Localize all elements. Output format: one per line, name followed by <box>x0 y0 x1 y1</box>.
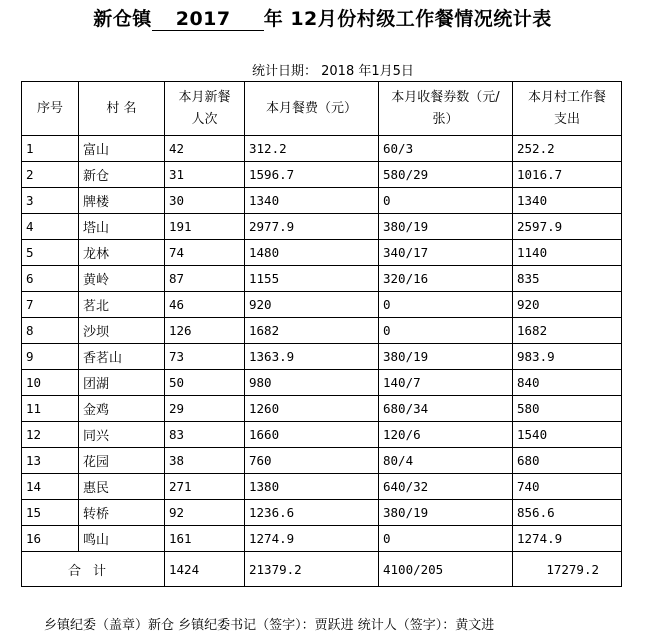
cell-village: 花园 <box>79 448 165 474</box>
cell-seq: 15 <box>22 500 79 526</box>
cell-village: 新仓 <box>79 162 165 188</box>
cell-cost: 1260 <box>245 396 379 422</box>
cell-seq: 2 <box>22 162 79 188</box>
table-row <box>22 318 622 344</box>
cell-village: 富山 <box>79 136 165 162</box>
cell-cost: 980 <box>245 370 379 396</box>
table-row <box>22 396 622 422</box>
table-row <box>22 370 622 396</box>
table-row <box>22 422 622 448</box>
cell-cost: 1480 <box>245 240 379 266</box>
header-expense: 本月村工作餐支出 <box>513 82 622 136</box>
cell-vouchers: 380/19 <box>379 214 513 240</box>
total-label: 合计 <box>22 552 165 587</box>
cell-persons: 271 <box>165 474 245 500</box>
cell-village: 牌楼 <box>79 188 165 214</box>
cell-persons: 87 <box>165 266 245 292</box>
cell-vouchers: 320/16 <box>379 266 513 292</box>
cell-expense: 680 <box>513 448 622 474</box>
cell-cost: 1274.9 <box>245 526 379 552</box>
total-row <box>22 552 622 587</box>
cell-persons: 42 <box>165 136 245 162</box>
cell-vouchers: 80/4 <box>379 448 513 474</box>
table-row <box>22 214 622 240</box>
cell-expense: 1540 <box>513 422 622 448</box>
cell-persons: 191 <box>165 214 245 240</box>
cell-seq: 4 <box>22 214 79 240</box>
cell-village: 鸣山 <box>79 526 165 552</box>
cell-vouchers: 580/29 <box>379 162 513 188</box>
cell-expense: 835 <box>513 266 622 292</box>
cell-village: 沙坝 <box>79 318 165 344</box>
cell-persons: 83 <box>165 422 245 448</box>
title-prefix: 新仓镇 <box>93 8 152 30</box>
cell-expense: 840 <box>513 370 622 396</box>
cell-vouchers: 680/34 <box>379 396 513 422</box>
cell-persons: 38 <box>165 448 245 474</box>
cell-expense: 1340 <box>513 188 622 214</box>
cell-seq: 9 <box>22 344 79 370</box>
table-row <box>22 448 622 474</box>
total-vouchers: 4100/205 <box>379 552 513 587</box>
stat-date: 统计日期： 2018 年1月5日 <box>252 64 414 79</box>
cell-village: 茗北 <box>79 292 165 318</box>
header-cost: 本月餐费（元） <box>245 82 379 136</box>
cell-persons: 74 <box>165 240 245 266</box>
cell-expense: 252.2 <box>513 136 622 162</box>
header-vouchers: 本月收餐券数（元/张） <box>379 82 513 136</box>
cell-vouchers: 0 <box>379 526 513 552</box>
cell-persons: 29 <box>165 396 245 422</box>
cell-persons: 73 <box>165 344 245 370</box>
cell-seq: 14 <box>22 474 79 500</box>
page-title <box>0 4 645 31</box>
cell-persons: 161 <box>165 526 245 552</box>
header-village: 村 名 <box>79 82 165 136</box>
cell-expense: 856.6 <box>513 500 622 526</box>
cell-cost: 312.2 <box>245 136 379 162</box>
table-row <box>22 474 622 500</box>
table-row <box>22 266 622 292</box>
cell-vouchers: 0 <box>379 292 513 318</box>
cell-cost: 760 <box>245 448 379 474</box>
cell-seq: 8 <box>22 318 79 344</box>
table-row <box>22 526 622 552</box>
cell-village: 团湖 <box>79 370 165 396</box>
signature-footer: 乡镇纪委（盖章）新仓 乡镇纪委书记（签字）：贾跃进 统计人（签字）：黄文进 <box>44 618 495 633</box>
table-row <box>22 292 622 318</box>
cell-persons: 50 <box>165 370 245 396</box>
cell-seq: 16 <box>22 526 79 552</box>
header-persons: 本月新餐人次 <box>165 82 245 136</box>
cell-cost: 1682 <box>245 318 379 344</box>
cell-vouchers: 640/32 <box>379 474 513 500</box>
cell-persons: 30 <box>165 188 245 214</box>
cell-expense: 740 <box>513 474 622 500</box>
title-year: 2017 <box>152 8 264 31</box>
cell-expense: 1274.9 <box>513 526 622 552</box>
statistics-table <box>21 81 622 587</box>
cell-cost: 1236.6 <box>245 500 379 526</box>
cell-vouchers: 340/17 <box>379 240 513 266</box>
cell-cost: 1340 <box>245 188 379 214</box>
cell-cost: 1363.9 <box>245 344 379 370</box>
cell-expense: 2597.9 <box>513 214 622 240</box>
cell-expense: 1016.7 <box>513 162 622 188</box>
header-seq: 序号 <box>22 82 79 136</box>
table-row <box>22 240 622 266</box>
cell-expense: 1682 <box>513 318 622 344</box>
cell-seq: 5 <box>22 240 79 266</box>
cell-persons: 46 <box>165 292 245 318</box>
table-row <box>22 344 622 370</box>
table-row <box>22 162 622 188</box>
cell-seq: 10 <box>22 370 79 396</box>
cell-vouchers: 140/7 <box>379 370 513 396</box>
cell-village: 黄岭 <box>79 266 165 292</box>
cell-cost: 1380 <box>245 474 379 500</box>
table-row <box>22 500 622 526</box>
total-persons: 1424 <box>165 552 245 587</box>
cell-cost: 2977.9 <box>245 214 379 240</box>
total-expense: 17279.2 <box>513 552 622 587</box>
cell-village: 金鸡 <box>79 396 165 422</box>
cell-seq: 12 <box>22 422 79 448</box>
title-suffix: 年 12月份村级工作餐情况统计表 <box>263 8 552 30</box>
cell-cost: 1660 <box>245 422 379 448</box>
cell-seq: 3 <box>22 188 79 214</box>
table-row <box>22 188 622 214</box>
cell-expense: 983.9 <box>513 344 622 370</box>
cell-vouchers: 120/6 <box>379 422 513 448</box>
cell-persons: 31 <box>165 162 245 188</box>
cell-vouchers: 380/19 <box>379 344 513 370</box>
cell-vouchers: 0 <box>379 188 513 214</box>
cell-seq: 1 <box>22 136 79 162</box>
cell-expense: 580 <box>513 396 622 422</box>
cell-village: 同兴 <box>79 422 165 448</box>
cell-vouchers: 0 <box>379 318 513 344</box>
cell-persons: 92 <box>165 500 245 526</box>
cell-expense: 1140 <box>513 240 622 266</box>
cell-village: 转桥 <box>79 500 165 526</box>
cell-village: 龙林 <box>79 240 165 266</box>
cell-cost: 920 <box>245 292 379 318</box>
cell-persons: 126 <box>165 318 245 344</box>
cell-seq: 11 <box>22 396 79 422</box>
cell-seq: 6 <box>22 266 79 292</box>
cell-seq: 7 <box>22 292 79 318</box>
cell-vouchers: 380/19 <box>379 500 513 526</box>
total-cost: 21379.2 <box>245 552 379 587</box>
table-header-row <box>22 82 622 136</box>
cell-seq: 13 <box>22 448 79 474</box>
cell-village: 香茗山 <box>79 344 165 370</box>
table-row <box>22 136 622 162</box>
cell-village: 塔山 <box>79 214 165 240</box>
cell-cost: 1155 <box>245 266 379 292</box>
cell-vouchers: 60/3 <box>379 136 513 162</box>
cell-cost: 1596.7 <box>245 162 379 188</box>
cell-village: 惠民 <box>79 474 165 500</box>
cell-expense: 920 <box>513 292 622 318</box>
